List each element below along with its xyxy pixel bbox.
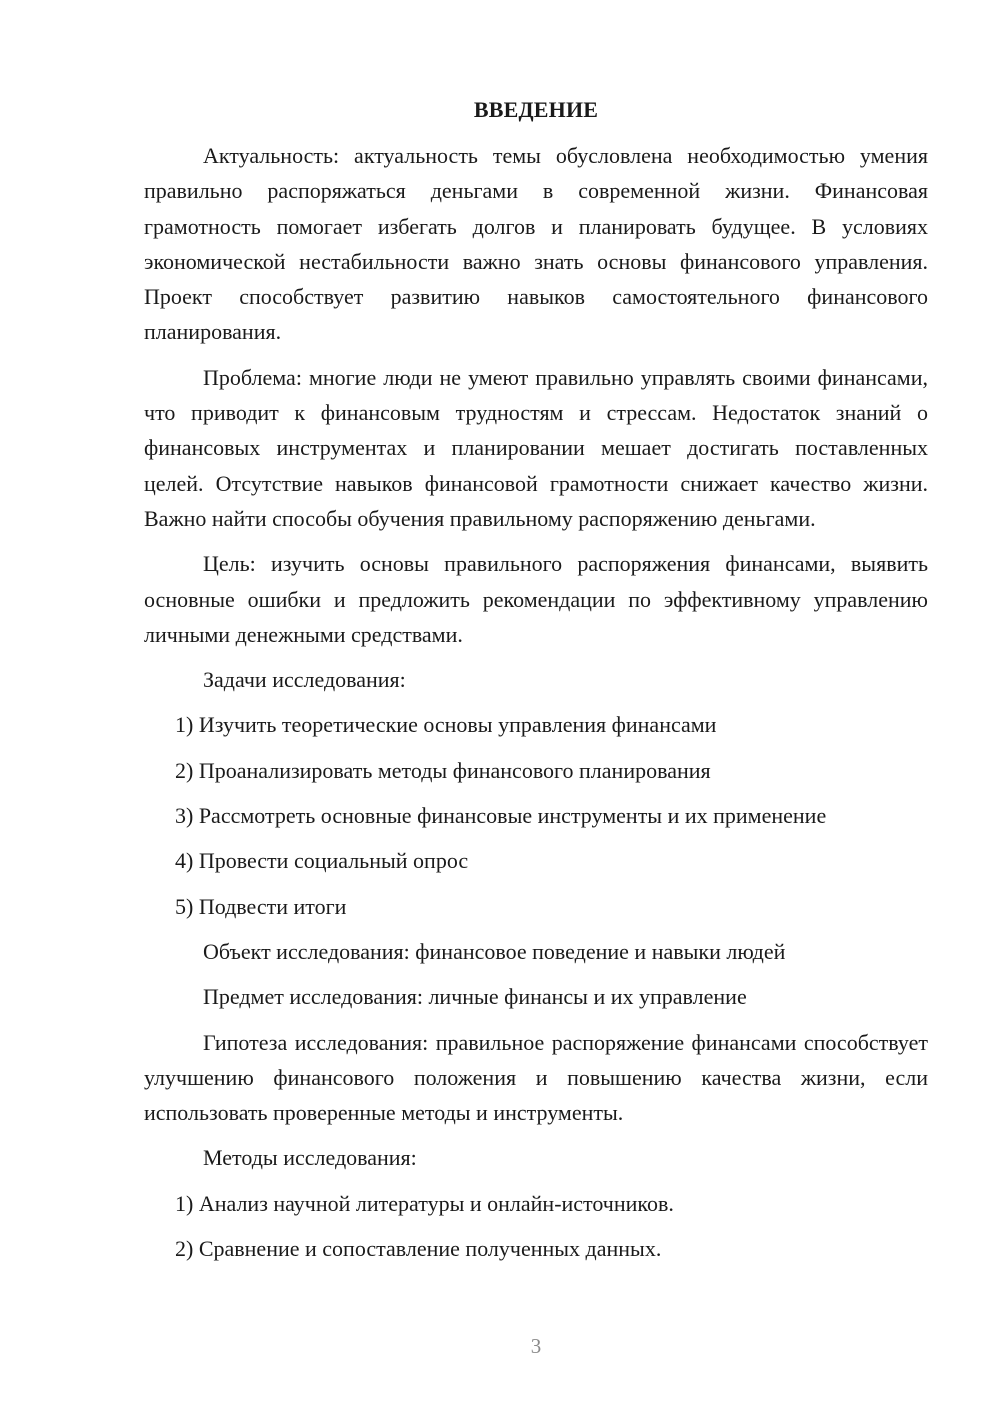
tasks-heading: Задачи исследования: (203, 667, 406, 693)
hypothesis-paragraph: Гипотеза исследования: правильное распоряжение финансами способствует улучшению финансового положения и повышению качества жизни, если использовать проверенные методы и инструменты. (144, 1029, 928, 1126)
task-item: 2) Проанализировать методы финансового планирования (175, 757, 711, 783)
problem-paragraph: Проблема: многие люди не умеют правильно управлять своими финансами, что приводит к финансовым трудностям и стрессам. Недостаток знаний о финансовых инструментах и планировании мешает достигать поставленных целей. Отсутствие навыков финансовой грамотности снижает качество жизни. Важно найти способы обучения правильному распоряжению деньгами. (144, 364, 928, 531)
task-item: 5) Подвести итоги (175, 893, 347, 919)
document-body (144, 94, 928, 1276)
method-item: 1) Анализ научной литературы и онлайн-источников. (175, 1190, 674, 1216)
task-item: 3) Рассмотреть основные финансовые инструменты и их применение (175, 803, 827, 829)
relevance-paragraph: Актуальность: актуальность темы обусловлена необходимостью умения правильно распоряжаться деньгами в современной жизни. Финансовая грамотность помогает избегать долгов и планировать будущее. В условиях экономической нестабильности важно знать основы финансового управления. Проект способствует развитию навыков самостоятельного финансового планирования. (144, 143, 928, 345)
goal-paragraph: Цель: изучить основы правильного распоряжения финансами, выявить основные ошибки и предложить рекомендации по эффективному управлению личными денежными средствами. (144, 551, 928, 647)
page-title: ВВЕДЕНИЕ (473, 97, 599, 122)
methods-heading: Методы исследования: (203, 1145, 417, 1171)
object-line: Объект исследования: финансовое поведение и навыки людей (203, 938, 786, 964)
page-number: 3 (530, 1334, 542, 1358)
task-item: 1) Изучить теоретические основы управления финансами (175, 712, 717, 738)
method-item: 2) Сравнение и сопоставление полученных данных. (175, 1236, 662, 1262)
subject-line: Предмет исследования: личные финансы и их управление (203, 984, 747, 1010)
task-item: 4) Провести социальный опрос (175, 848, 469, 874)
